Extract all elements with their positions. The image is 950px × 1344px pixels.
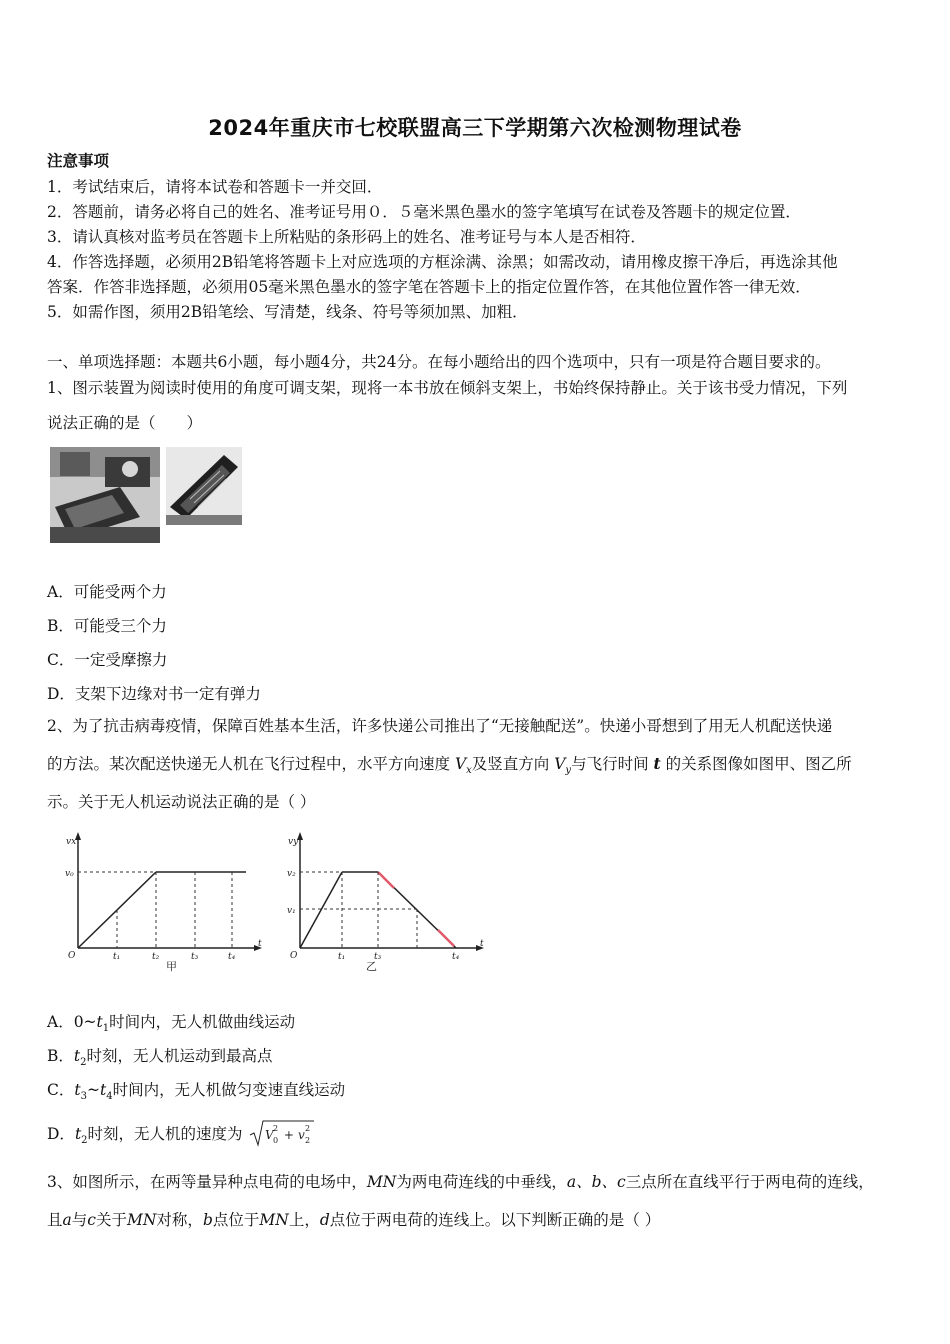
graph-yi-tick-v1: v₁: [287, 906, 296, 916]
book-stand-photo-left: [50, 447, 160, 547]
graph-jia-tick-t2: t₂: [152, 952, 160, 962]
graph-yi-ylabel: vy: [288, 837, 299, 847]
graph-yi-tick-t3: t₃: [374, 952, 382, 962]
graph-jia-tick-t4: t₄: [228, 952, 236, 962]
graph-jia-tick-v0: v₀: [65, 869, 74, 879]
notice-item: 4．作答选择题，必须用2B铅笔将答题卡上对应选项的方框涂满、涂黑；如需改动，请用橡皮擦干净后，再选涂其他: [47, 253, 838, 271]
graph-yi: [284, 832, 494, 976]
svg-text:2: 2: [272, 1124, 278, 1133]
svg-text:+: +: [279, 1128, 298, 1142]
notice-heading: 注意事项: [47, 151, 110, 170]
graph-yi-tick-t1: t₁: [338, 952, 346, 962]
graph-yi-tick-t4: t₄: [452, 952, 460, 962]
question-1-stem: 1、图示装置为阅读时使用的角度可调支架，现将一本书放在倾斜支架上，书始终保持静止。关于该书受力情况，下列: [47, 379, 848, 397]
question-1-stem: 说法正确的是（ ）: [47, 414, 203, 432]
graph-yi-t-axis: t: [480, 939, 484, 949]
graph-jia-origin: O: [68, 951, 76, 961]
q1-option-d: D．支架下边缘对书一定有弹力: [47, 685, 261, 703]
q1-option-c: C．一定受摩擦力: [47, 651, 168, 669]
graph-jia-ylabel: vx: [66, 837, 77, 847]
graph-jia-caption: 甲: [166, 960, 177, 972]
q2-option-d: D．$t_2$时刻，无人机的速度为 V 0 2 + v 2 2: [47, 1118, 316, 1152]
q2-option-b: B．$t_2$时刻，无人机运动到最高点: [47, 1047, 273, 1069]
section-heading: 一、单项选择题：本题共6小题，每小题4分，共24分。在每小题给出的四个选项中，只有一项是符合题目要求的。: [47, 353, 831, 371]
svg-text:V: V: [264, 1128, 274, 1142]
notice-item: 3．请认真核对监考员在答题卡上所粘贴的条形码上的姓名、准考证号与本人是否相符．: [47, 228, 646, 246]
notice-item: 答案．作答非选择题，必须用05毫米黑色墨水的签字笔在答题卡上的指定位置作答，在其他位置作答一律无效．: [47, 278, 811, 296]
q2-option-c: C．$t_3\sim t_4$时间内，无人机做匀变速直线运动: [47, 1081, 346, 1103]
notice-item: 5．如需作图，须用2B铅笔绘、写清楚，线条、符号等须加黑、加粗．: [47, 303, 528, 321]
graph-yi-tick-v2: v₂: [287, 869, 296, 879]
graph-yi-origin: O: [290, 951, 298, 961]
notice-item: 1．考试结束后，请将本试卷和答题卡一并交回．: [47, 178, 383, 196]
graph-jia-tick-t1: t₁: [113, 952, 121, 962]
sqrt-formula: [248, 1118, 316, 1152]
graph-yi-caption: 乙: [366, 960, 377, 972]
question-2-stem: 的方法。某次配送快递无人机在飞行过程中，水平方向速度 $V_x$及竖直方向 $V_y$与飞行时间 t 的关系图像如图甲、图乙所: [47, 754, 852, 777]
question-2-stem: 2、为了抗击病毒疫情，保障百姓基本生活，许多快递公司推出了“无接触配送”。快递小哥想到了用无人机配送快递: [47, 717, 833, 735]
q1-option-b: B．可能受三个力: [47, 617, 167, 635]
svg-text:2: 2: [304, 1136, 310, 1145]
question-3-stem: 3、如图所示，在两等量异种点电荷的电场中，MN为两电荷连线的中垂线，a、b、c三点所在直线平行于两电荷的连线，: [47, 1173, 874, 1191]
question-2-stem: 示。关于无人机运动说法正确的是（ ）: [47, 793, 316, 811]
graph-jia: [62, 832, 272, 976]
q1-option-a: A．可能受两个力: [47, 583, 167, 601]
svg-text:0: 0: [272, 1136, 278, 1145]
question-3-stem: 且a与c关于MN对称，b点位于MN上，d点位于两电荷的连线上。以下判断正确的是（ ）: [47, 1211, 661, 1229]
svg-text:2: 2: [304, 1124, 310, 1133]
page-title: 2024年重庆市七校联盟高三下学期第六次检测物理试卷: [208, 116, 742, 140]
graph-jia-t-axis: t: [258, 939, 262, 949]
notice-item: 2．答题前，请务必将自己的姓名、准考证号用０．５毫米黑色墨水的签字笔填写在试卷及答题卡的规定位置．: [47, 203, 801, 221]
svg-text:v: v: [297, 1128, 305, 1142]
q2-option-a: A．$0\sim t_1$时间内，无人机做曲线运动: [47, 1013, 296, 1035]
graph-jia-tick-t3: t₃: [191, 952, 199, 962]
book-stand-photo-right: [166, 447, 242, 529]
